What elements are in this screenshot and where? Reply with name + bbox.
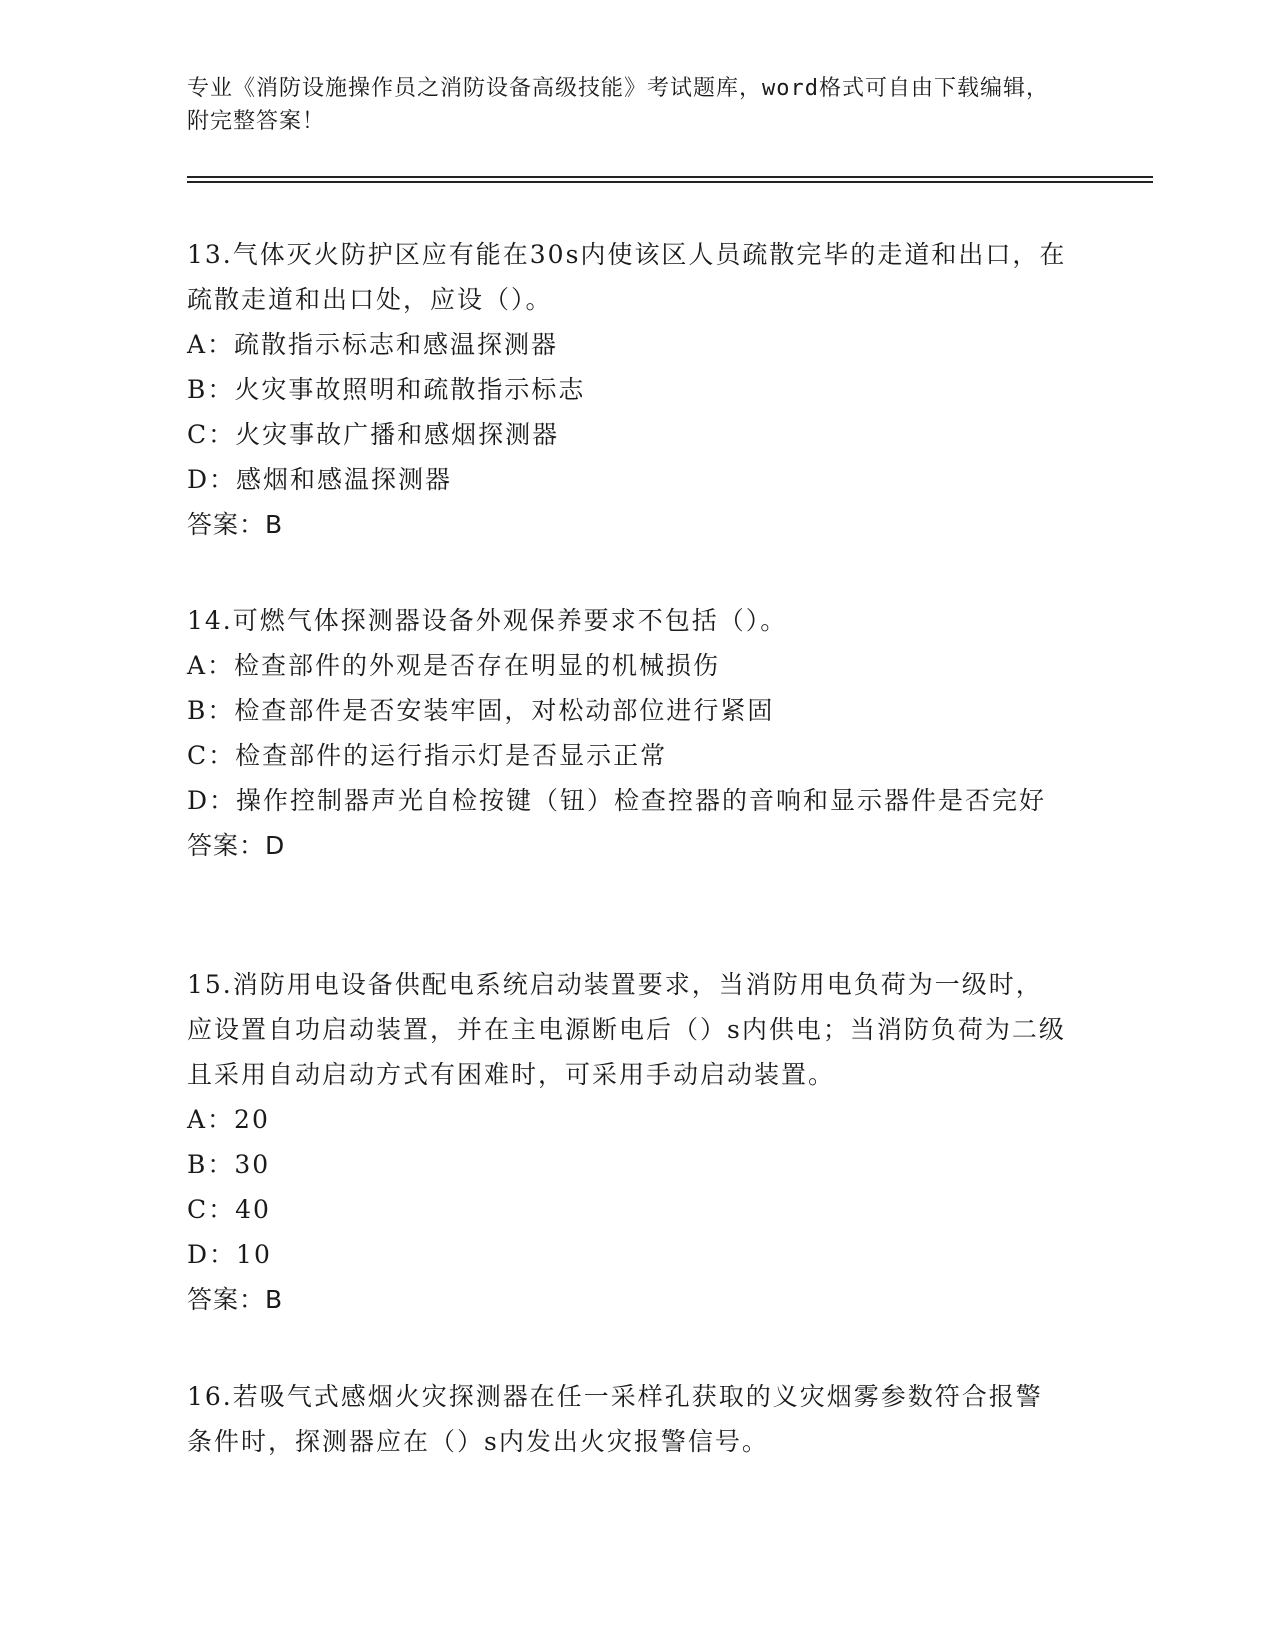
question-16 xyxy=(187,1374,1067,1464)
option-d: D：10 xyxy=(187,1240,272,1269)
option-a: A：20 xyxy=(187,1105,270,1134)
option-a: A：检查部件的外观是否存在明显的机械损伤 xyxy=(187,651,721,680)
option-d: D：操作控制器声光自检按键（钮）检查控器的音响和显示器件是否完好 xyxy=(187,786,1047,815)
question-stem: 16.若吸气式感烟火灾探测器在任一采样孔获取的义灾烟雾参数符合报警条件时，探测器应在（）s内发出火灾报警信号。 xyxy=(187,1382,1043,1456)
answer-line: 答案：D xyxy=(187,831,286,860)
option-a: A：疏散指示标志和感温探测器 xyxy=(187,330,559,359)
option-c: C：检查部件的运行指示灯是否显示正常 xyxy=(187,741,668,770)
option-b: B：30 xyxy=(187,1150,271,1179)
option-c: C：40 xyxy=(187,1195,271,1224)
header-divider-top xyxy=(187,176,1153,178)
option-d: D：感烟和感温探测器 xyxy=(187,465,453,494)
question-stem: 15.消防用电设备供配电系统启动装置要求，当消防用电负荷为一级时，应设置自功启动装置，并在主电源断电后（）s内供电；当消防负荷为二级且采用自动启动方式有困难时，可采用手动启动装置。 xyxy=(187,970,1066,1089)
question-stem: 14.可燃气体探测器设备外观保养要求不包括（）。 xyxy=(187,606,788,635)
option-b: B：火灾事故照明和疏散指示标志 xyxy=(187,375,586,404)
answer-line: 答案：B xyxy=(187,1285,284,1314)
question-stem: 13.气体灭火防护区应有能在30s内使该区人员疏散完毕的走道和出口，在疏散走道和出口处，应设（）。 xyxy=(187,240,1067,314)
document-header: 专业《消防设施操作员之消防设备高级技能》考试题库，word格式可自由下载编辑，附完整答案！ xyxy=(187,76,1049,134)
question-14 xyxy=(187,598,1067,868)
option-b: B：检查部件是否安装牢固，对松动部位进行紧固 xyxy=(187,696,775,725)
question-13 xyxy=(187,232,1067,547)
option-c: C：火灾事故广播和感烟探测器 xyxy=(187,420,560,449)
answer-line: 答案：B xyxy=(187,510,284,539)
question-15 xyxy=(187,962,1067,1322)
header-divider-bottom xyxy=(187,181,1153,183)
